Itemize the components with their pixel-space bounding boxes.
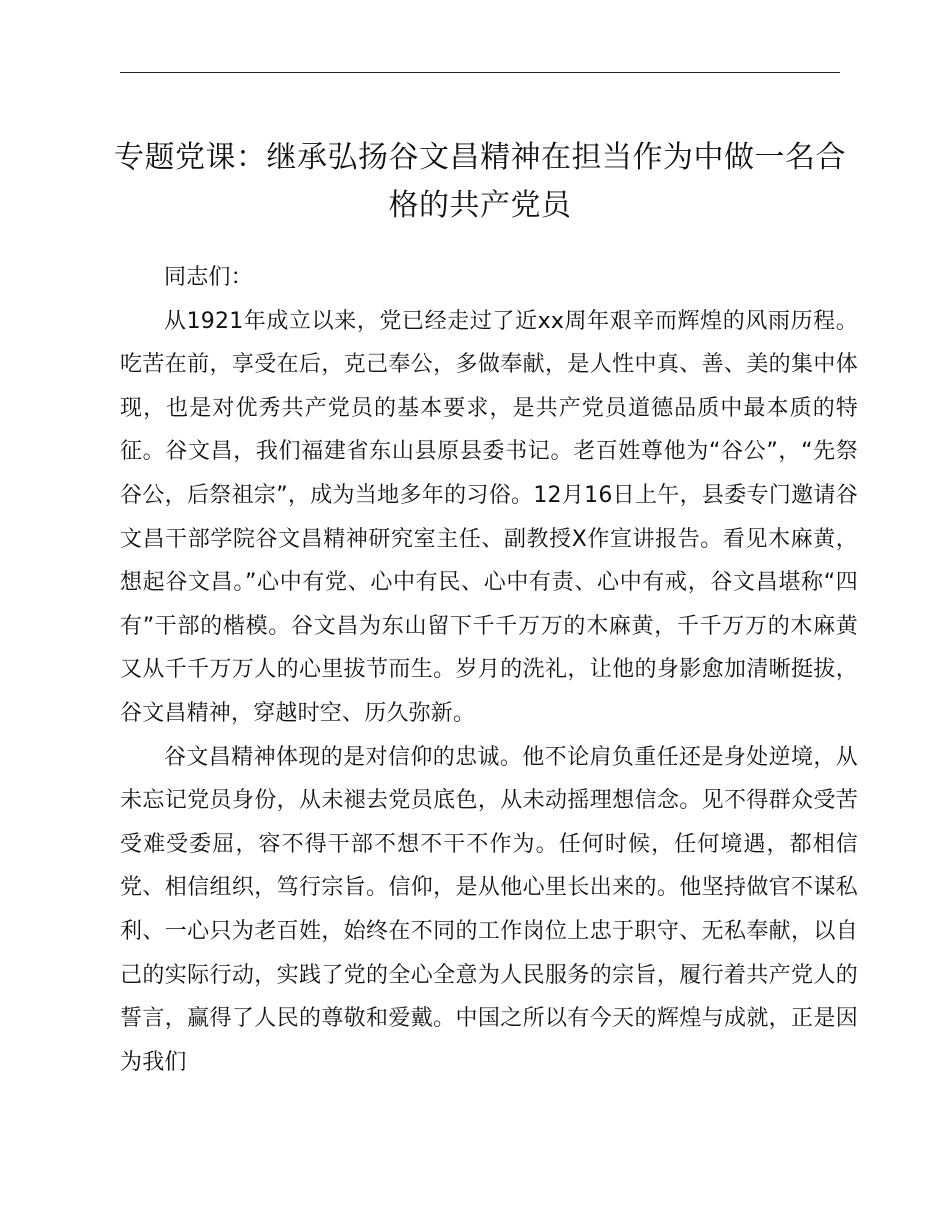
- body-paragraph-1: 从1921年成立以来，党已经走过了近xx周年艰辛而辉煌的风雨历程。吃苦在前，享受在后，克己奉公，多做奉献，是人性中真、善、美的集中体现，也是对优秀共产党员的基本要求，是共产党员道德品质中最本质的特征。谷文昌，我们福建省东山县原县委书记。老百姓尊他为“谷公”，“先祭谷公，后祭祖宗”，成为当地多年的习俗。12月16日上午，县委专门邀请谷文昌干部学院谷文昌精神研究室主任、副教授X作宣讲报告。看见木麻黄，想起谷文昌。”心中有党、心中有民、心中有责、心中有戒，谷文昌堪称“四有”干部的楷模。谷文昌为东山留下千千万万的木麻黄，千千万万的木麻黄又从千千万万人的心里拔节而生。岁月的洗礼，让他的身影愈加清晰挺拔，谷文昌精神，穿越时空、历久弥新。: [120, 308, 858, 726]
- header-rule: [120, 72, 840, 73]
- body-paragraph-2: 谷文昌精神体现的是对信仰的忠诚。他不论肩负重任还是身处逆境，从未忘记党员身份，从未褪去党员底色，从未动摇理想信念。见不得群众受苦受难受委屈，容不得干部不想不干不作为。任何时候，任何境遇，都相信党、相信组织，笃行宗旨。信仰，是从他心里长出来的。他坚持做官不谋私利、一心只为老百姓，始终在不同的工作岗位上忠于职守、无私奉献，以自己的实际行动，实践了党的全心全意为人民服务的宗旨，履行着共产党人的誓言，赢得了人民的尊敬和爱戴。中国之所以有今天的辉煌与成就，正是因为我们: [120, 744, 858, 1075]
- document-title: 专题党课：继承弘扬谷文昌精神在担当作为中做一名合格的共产党员: [114, 140, 846, 223]
- document-body: [120, 256, 858, 1084]
- salutation-paragraph: 同志们：: [164, 265, 253, 290]
